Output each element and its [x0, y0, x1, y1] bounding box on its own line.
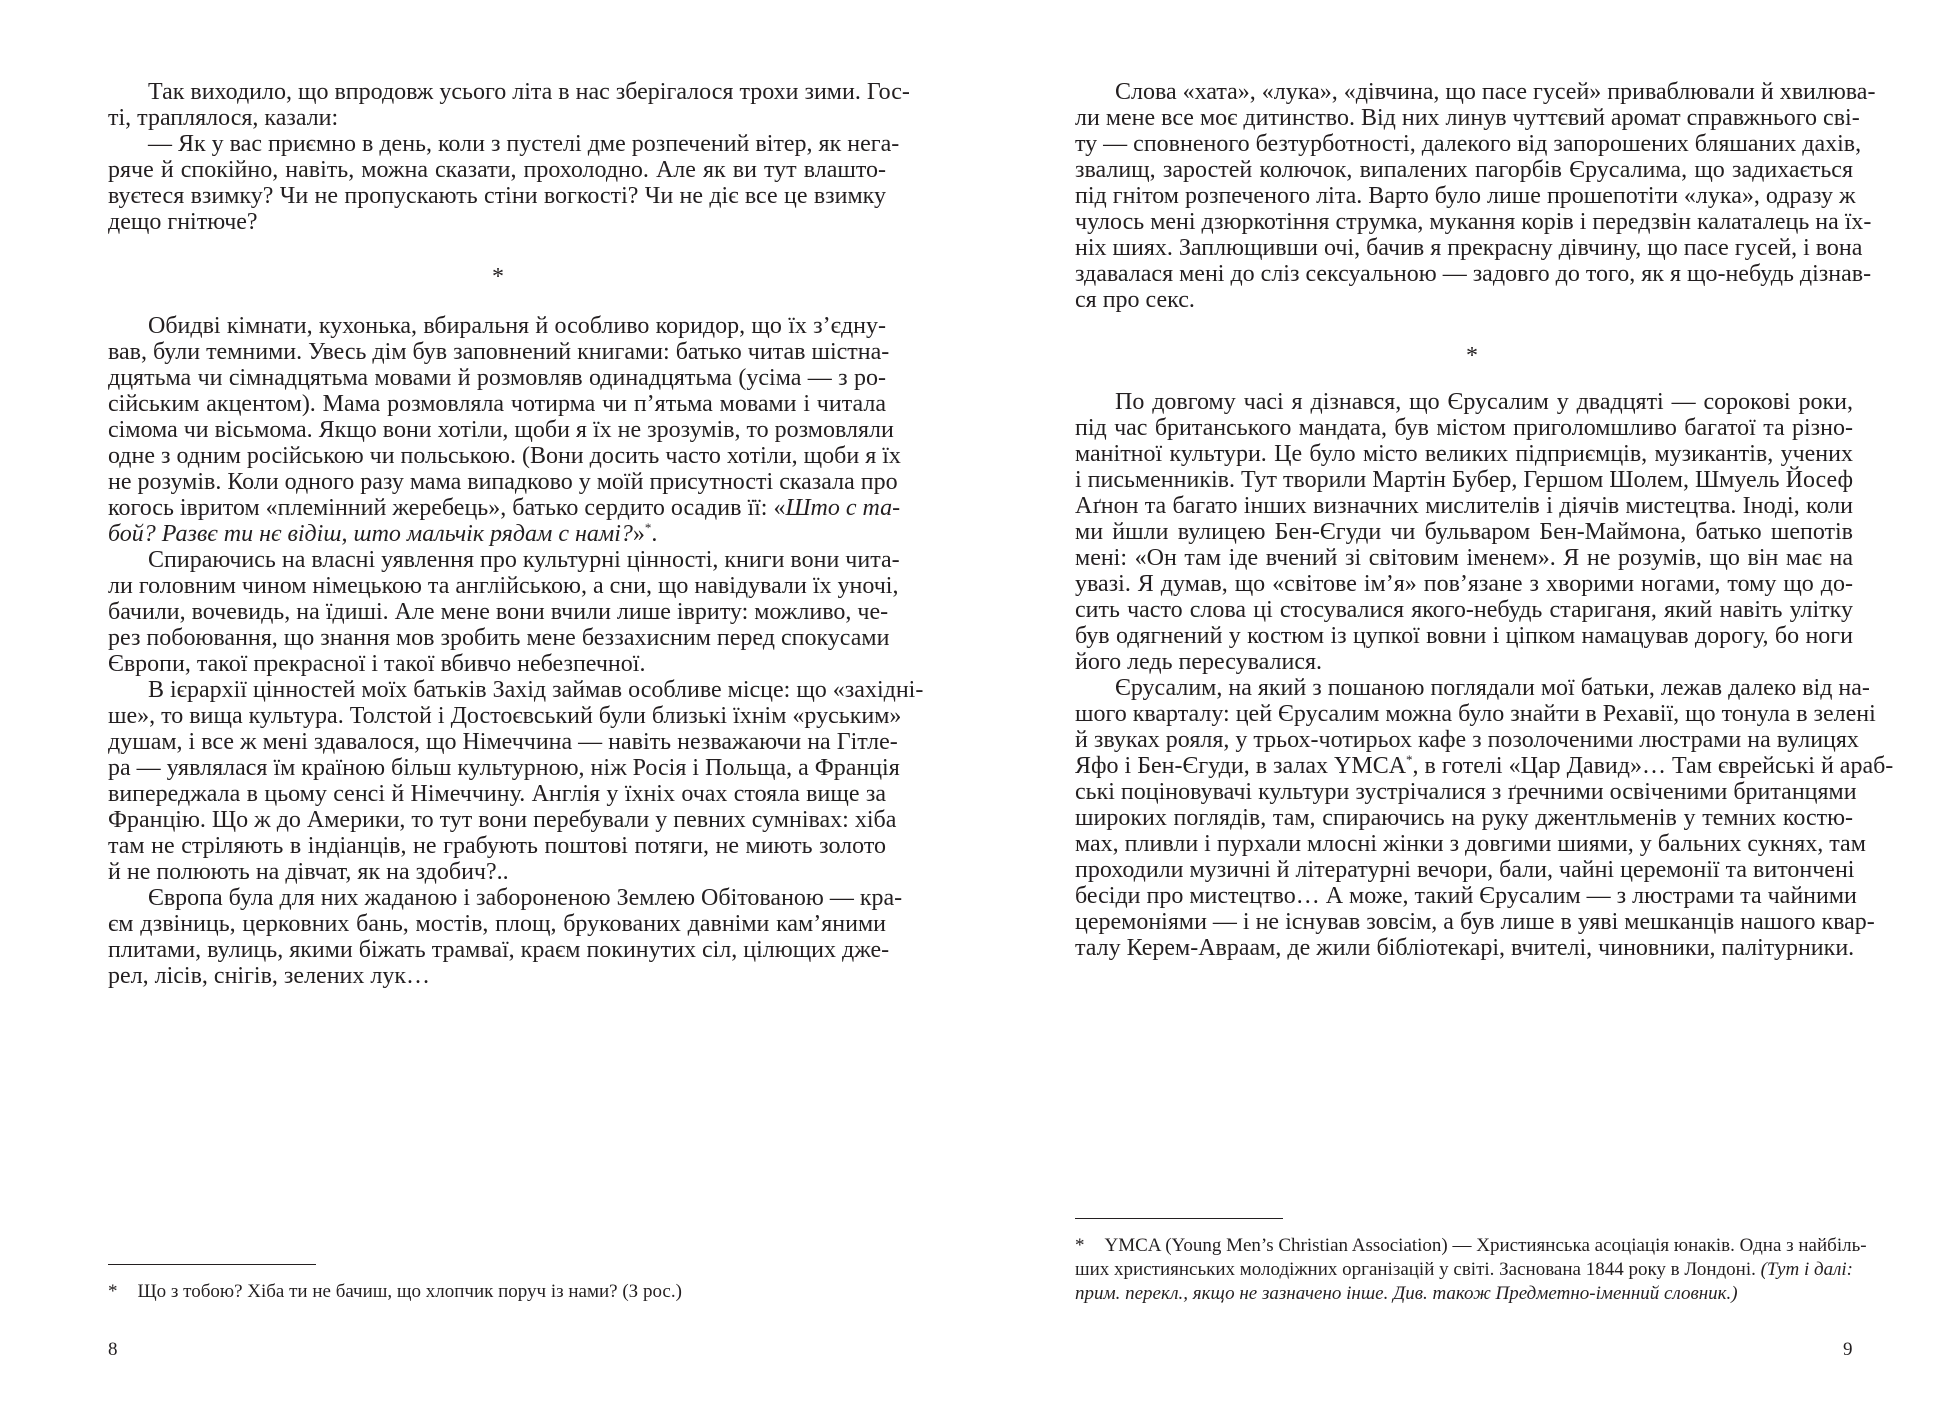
text-line: ми йшли вулицею Бен-Єгуди чи бульваром Бен-Маймона, батько шепотів — [1075, 519, 1853, 545]
text-line: під гнітом розпеченого літа. Варто було лише прошепотіти «лука», одразу ж — [1075, 183, 1856, 209]
text-line: — Як у вас приємно в день, коли з пустелі дме розпечений вітер, як нега- — [148, 131, 900, 157]
text-line: шого кварталу: цей Єрусалим можна було знайти в Рехавії, що тонула в зелені — [1075, 701, 1876, 727]
text-line: талу Керем-Авраам, де жили бібліотекарі, вчителі, чиновники, палітурники. — [1075, 935, 1855, 961]
footnote-italic: прим. перекл., якщо не зазначено інше. Див. також Предметно-іменний словник.) — [1075, 1283, 1738, 1304]
footnote — [108, 1279, 886, 1305]
text-line: Францію. Що ж до Америки, то тут вони перебували у певних сумнівах: хіба — [108, 807, 897, 833]
text-span: . — [651, 521, 658, 547]
text-line: широких поглядів, там, спираючись на руку джентльменів у темних костю- — [1075, 805, 1853, 831]
italic-quote: бой? Развє ти нє відіш, што мальчік рядам с намі? — [108, 521, 633, 547]
text-line: ли головним чином німецькою та англійською, а сни, що навідували їх уночі, — [108, 573, 899, 599]
text-line: вуєтеся взимку? Чи не пропускають стіни вогкості? Чи не діє все це взимку — [108, 183, 886, 209]
text-line: увазі. Я думав, що «світове ім’я» пов’язане з хворими ногами, тому що до- — [1075, 571, 1853, 597]
text-span: » — [632, 521, 645, 547]
footnote-rule — [108, 1264, 316, 1265]
footnote-mark: * — [1075, 1235, 1085, 1256]
text-line: ли мене все моє дитинство. Від них линув чуттєвий аромат справжнього сві- — [1075, 105, 1860, 131]
text-line: дцятьма чи сімнадцятьма мовами й розмовляв одинадцятьма (усіма — з ро- — [108, 365, 886, 391]
text-line: ту — сповненого безтурботності, далекого від запорошених бляшаних дахів, — [1075, 131, 1862, 157]
footnote-marker: * — [1406, 752, 1413, 767]
text-span: когось івритом «племінний жеребець», батько сердито осадив її: « — [108, 495, 786, 521]
text-line: ті, траплялося, казали: — [108, 105, 339, 131]
text-line: ше», то вища культура. Толстой і Достоєвський були близькі їхнім «руським» — [108, 703, 902, 729]
text-line: Єрусалим, на який з пошаною поглядали мої батьки, лежав далеко від на- — [1115, 675, 1870, 701]
text-line: єм дзвіниць, церковних бань, мостів, площ, брукованих давніми кам’яними — [108, 911, 886, 937]
right-page — [975, 0, 1949, 1418]
footnote-text: ших християнських молодіжних організацій у світі. Заснована 1844 року в Лондоні. — [1075, 1259, 1761, 1280]
text-line: під час британського мандата, був містом приголомшливо багатої та різно- — [1075, 415, 1853, 441]
text-line: вав, були темними. Увесь дім був заповнений книгами: батько читав шістна- — [108, 339, 890, 365]
text-line: бесіди про мистецтво… А може, такий Єрусалим — з люстрами та чайними — [1075, 883, 1857, 909]
text-line: В ієрархії цінностей моїх батьків Захід займав особливе місце: що «західні- — [148, 677, 924, 703]
text-line: мені: «Он там іде вчений зі світовим іменем». Я не розумів, що він має на — [1075, 545, 1853, 571]
page-number: 9 — [1843, 1339, 1853, 1360]
text-line: ряче й спокійно, навіть, можна сказати, прохолодно. Але як ви тут влашто- — [108, 157, 886, 183]
text-line: бачили, вочевидь, на їдиші. Але мене вони вчили лише івриту: можливо, че- — [108, 599, 889, 625]
footnote-line — [1075, 1233, 1867, 1259]
text-line: ські поціновувачі культури зустрічалися з ґречними освіченими британцями — [1075, 779, 1857, 805]
text-line: і письменників. Тут творили Мартін Бубер, Гершом Шолем, Шмуель Йосеф — [1075, 467, 1853, 493]
footnote-text: Що з тобою? Хіба ти не бачиш, що хлопчик поруч із нами? (З рос.) — [137, 1281, 682, 1302]
text-line: випереджала в цьому сенсі й Німеччину. Англія у їхніх очах стояла вище за — [108, 781, 886, 807]
text-line: По довгому часі я дізнався, що Єрусалим у двадцяті — сорокові роки, — [1115, 389, 1853, 415]
text-line: Аґнон та багато інших визначних мислителів і діячів мистецтва. Іноді, коли — [1075, 493, 1853, 519]
text-line: церемоніями — і не існував зовсім, а був лише в уяві мешканців нашого квар- — [1075, 909, 1875, 935]
text-line: й не полюють на дівчат, як на здобич?.. — [108, 859, 509, 885]
text-line: ся про секс. — [1075, 287, 1195, 313]
footnote-italic: (Тут і далі: — [1760, 1259, 1853, 1280]
text-line: одне з одним російською чи польською. (Вони досить часто хотіли, щоби я їх — [108, 443, 901, 469]
footnote-rule — [1075, 1218, 1283, 1219]
text-line: здавалася мені до сліз сексуальною — задовго до того, як я що-небудь дізнав- — [1075, 261, 1872, 287]
text-line: ра — уявлялася їм країною більш культурною, ніж Росія і Польща, а Франція — [108, 755, 900, 781]
text-line: Європа була для них жаданою і забороненою Землею Обітованою — кра- — [148, 885, 903, 911]
text-span: Яфо і Бен-Єгуди, в залах YMCA — [1075, 753, 1407, 779]
text-line: рел, лісів, снігів, зелених лук… — [108, 963, 431, 989]
text-line: мах, пливли і пурхали млосні жінки з довгими шиями, у бальних сукнях, там — [1075, 831, 1866, 857]
text-line: Європи, такої прекрасної і такої вбивчо небезпечної. — [108, 651, 646, 677]
footnote-marker: * — [644, 520, 652, 535]
italic-quote: Што с та- — [785, 495, 901, 521]
footnote-mark: * — [108, 1281, 118, 1302]
text-line: рез побоювання, що знання мов зробить мене беззахисним перед спокусами — [108, 625, 890, 651]
text-span: , в готелі «Цар Давид»… Там єврейські й араб- — [1412, 753, 1894, 779]
footnote-line — [1075, 1257, 1853, 1283]
text-line: сійським акцентом). Мама розмовляла чотирма чи п’ятьма мовами і читала — [108, 391, 886, 417]
text-line: був одягнений у костюм із цупкої вовни і ціпком намацував дорогу, бо ноги — [1075, 623, 1853, 649]
text-line: звалищ, заростей колючок, випалених пагорбів Єрусалима, що задихається — [1075, 157, 1853, 183]
page-number: 8 — [108, 1339, 118, 1360]
text-line: Слова «хата», «лука», «дівчина, що пасе гусей» приваблювали й хвилюва- — [1115, 79, 1876, 105]
text-line: душам, і все ж мені здавалося, що Німеччина — навіть незважаючи на Гітле- — [108, 729, 898, 755]
text-line: там не стріляють в індіанців, не грабують поштові потяги, не миють золото — [108, 833, 886, 859]
text-line: сить часто слова ці стосувалися якого-небудь стариганя, який навіть улітку — [1075, 597, 1853, 623]
text-line: Так виходило, що впродовж усього літа в нас зберігалося трохи зими. Гос- — [148, 79, 910, 105]
footnote-text: YMCA (Young Men’s Christian Association) — Християнська асоціація юнаків. Одна з найбіль- — [1104, 1235, 1867, 1256]
text-line: дещо гнітюче? — [108, 209, 258, 235]
text-line: Обидві кімнати, кухонька, вбиральня й особливо коридор, що їх з’єдну- — [148, 313, 886, 339]
text-line: манітної культури. Це було місто великих підприємців, музикантів, учених — [1075, 441, 1853, 467]
section-separator: * — [492, 264, 504, 290]
text-line: плитами, вулиць, якими біжать трамваї, краєм покинутих сіл, цілющих дже- — [108, 937, 890, 963]
text-line: чулось мені дзюркотіння струмка, мукання корів і передзвін калаталець на їх- — [1075, 209, 1872, 235]
text-line: проходили музичні й літературні вечори, бали, чайні церемонії та витончені — [1075, 857, 1855, 883]
text-line: Спираючись на власні уявлення про культурні цінності, книги вони чита- — [148, 547, 900, 573]
text-line: й звуках рояля, у трьох-чотирьох кафе з позолоченими люстрами на вулицях — [1075, 727, 1859, 753]
section-separator: * — [1466, 343, 1478, 369]
text-line: не розумів. Коли одного разу мама випадково у моїй присутності сказала про — [108, 469, 898, 495]
text-line: його ледь пересувалися. — [1075, 649, 1323, 675]
footnote-line — [1075, 1281, 1853, 1307]
text-line: ніх шиях. Заплющивши очі, бачив я прекрасну дівчину, що пасе гусей, і вона — [1075, 235, 1863, 261]
text-line: сімома чи вісьмома. Якщо вони хотіли, щоби я їх не зрозумів, то розмовляли — [108, 417, 894, 443]
